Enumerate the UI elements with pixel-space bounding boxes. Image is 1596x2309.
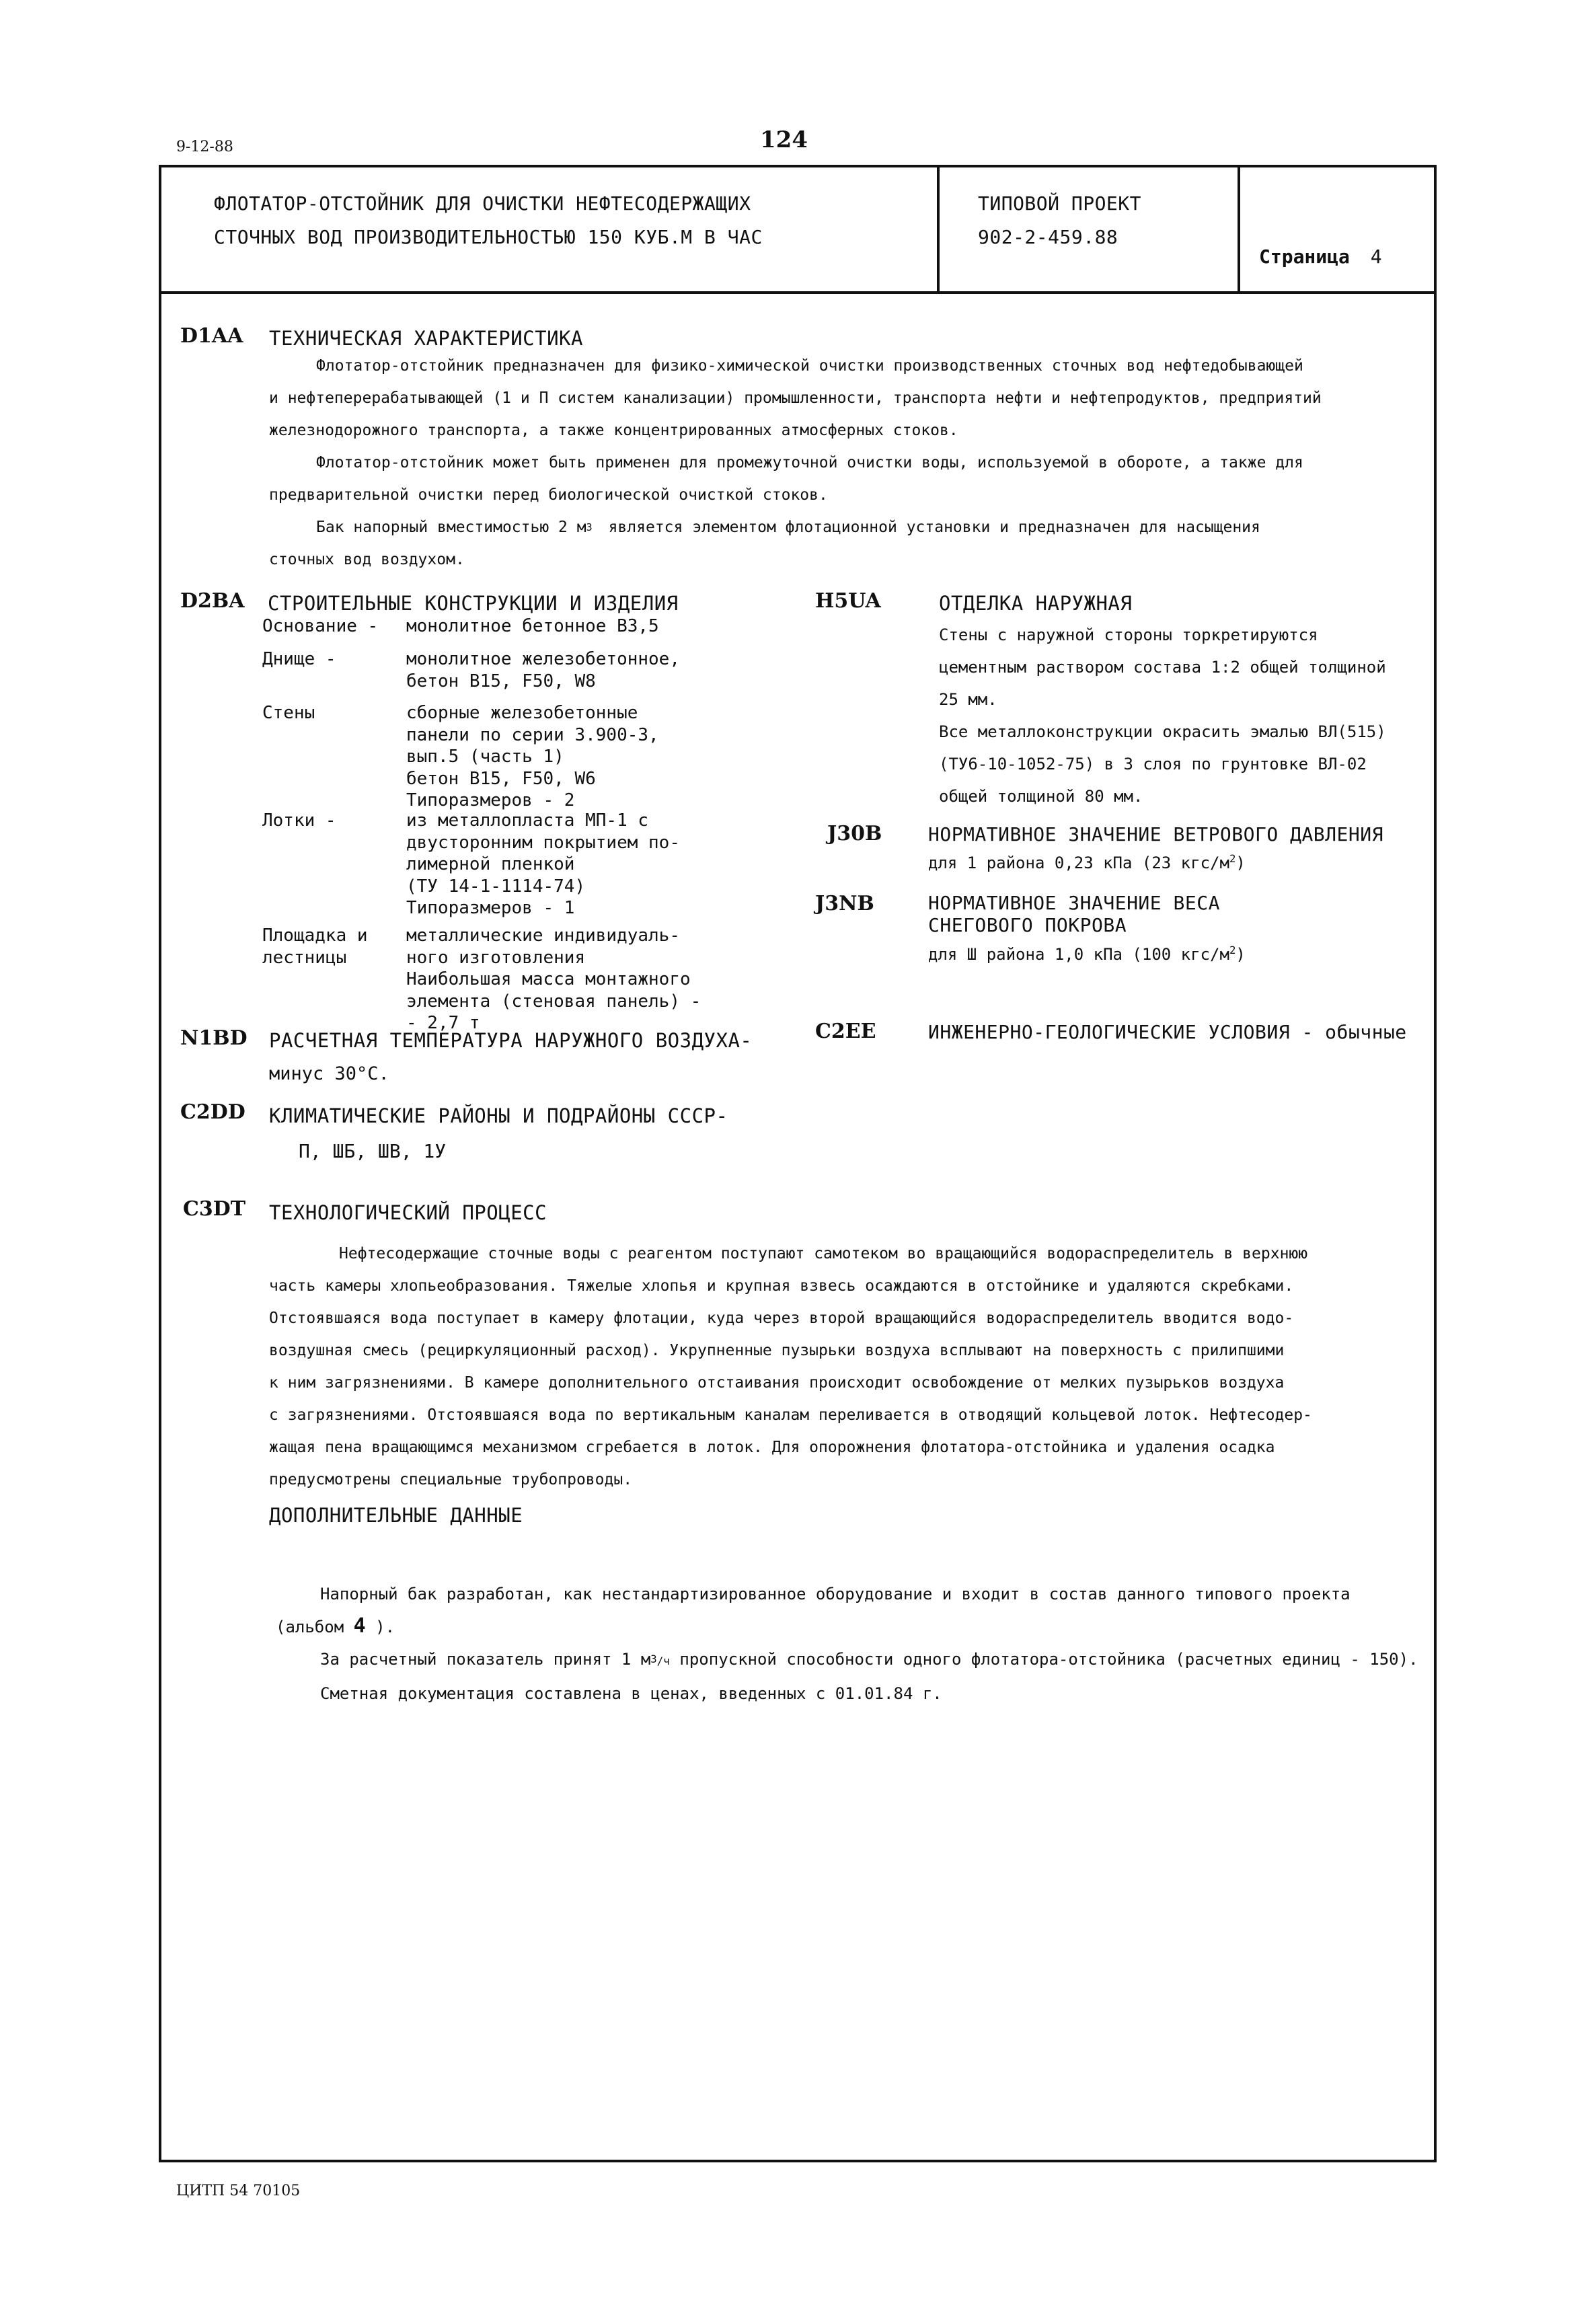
section-heading-design-temperature: РАСЧЕТНАЯ ТЕМПЕРАТУРА НАРУЖНОГО ВОЗДУХА-: [269, 1029, 753, 1052]
value-line: - 2,7 т: [406, 1013, 480, 1033]
album-number: 4: [353, 1614, 366, 1638]
text-line: Все металлоконструкции окрасить эмалью ВЛ(515): [939, 722, 1386, 741]
text-fragment: является элементом флотационной установки и предназначен для насыщения: [608, 519, 1260, 536]
section-code-c3dt: C3DT: [183, 1197, 246, 1221]
section-code-j30b: J30B: [827, 822, 882, 845]
text-line: Напорный бак разработан, как нестандартизированное оборудование и входит в состав данного типового проекта: [320, 1585, 1351, 1603]
section-heading-exterior-finish: ОТДЕЛКА НАРУЖНАЯ: [939, 592, 1133, 615]
value-line: Типоразмеров - 1: [406, 898, 575, 918]
text-line: железнодорожного транспорта, а также концентрированных атмосферных стоков.: [269, 422, 958, 439]
text-line: воздушная смесь (рециркуляционный расход). Укрупненные пузырьки воздуха всплывают на поверхность с прилипшими: [269, 1342, 1285, 1359]
section-heading-process: ТЕХНОЛОГИЧЕСКИЙ ПРОЦЕСС: [269, 1201, 547, 1224]
process-text: [269, 1238, 1426, 1496]
text-line: Нефтесодержащие сточные воды с реагентом поступают самотеком во вращающийся водораспределитель в верхнюю: [339, 1245, 1308, 1262]
label-line: Площадка и: [262, 925, 368, 946]
superscript: 3: [586, 521, 593, 533]
structure-row-label: Днище -: [262, 649, 336, 669]
structure-row-label: [262, 925, 368, 969]
value-line: бетон В15, F50, W8: [406, 671, 596, 691]
project-number: 902-2-459.88: [978, 226, 1118, 248]
text-fragment: пропускной способности одного флотатора-отстойника (расчетных единиц - 150).: [679, 1650, 1418, 1669]
superscript: 3: [650, 1653, 657, 1665]
structure-row-value: [406, 810, 680, 919]
sheet-label-text: Страница: [1259, 245, 1350, 268]
value-line: монолитное железобетонное,: [406, 649, 680, 669]
value-line: (ТУ 14-1-1114-74): [406, 876, 586, 897]
section-heading-tech-specs: ТЕХНИЧЕСКАЯ ХАРАКТЕРИСТИКА: [269, 327, 583, 350]
text-line: цементным раствором состава 1:2 общей толщиной: [939, 658, 1386, 677]
text-line: (ТУ6-10-1052-75) в 3 слоя по грунтовке ВЛ-02: [939, 755, 1367, 773]
structure-row-value: [406, 648, 680, 692]
text-line: [320, 1643, 1430, 1677]
date-stamp: 9-12-88: [176, 139, 233, 155]
value-line: сборные железобетонные: [406, 703, 638, 723]
text-line: часть камеры хлопьеобразования. Тяжелые хлопья и крупная взвесь осаждаются в отстойнике и удаляются скребками.: [269, 1277, 1294, 1295]
section-heading-structures: СТРОИТЕЛЬНЫЕ КОНСТРУКЦИИ И ИЗДЕЛИЯ: [268, 592, 679, 615]
text-line: жащая пена вращающимся механизмом сгребается в лоток. Для опорожнения флотатора-отстойника и удаления осадка: [269, 1439, 1275, 1456]
text-fragment: для Ш района 1,0 кПа (100 кгс/м: [928, 945, 1229, 964]
section-code-c2ee: C2EE: [815, 1020, 876, 1043]
value-line: Наибольшая масса монтажного: [406, 969, 691, 989]
climate-zones-value: П, ШБ, ШВ, 1У: [299, 1140, 447, 1162]
section-heading-wind-pressure: НОРМАТИВНОЕ ЗНАЧЕНИЕ ВЕТРОВОГО ДАВЛЕНИЯ: [928, 823, 1383, 845]
text-line: [269, 511, 1426, 543]
structure-row-value: [406, 925, 701, 1034]
section-heading-additional: ДОПОЛНИТЕЛЬНЫЕ ДАННЫЕ: [269, 1504, 523, 1527]
section-heading-snow-load: [928, 892, 1220, 936]
text-line: Флотатор-отстойник может быть применен для промежуточной очистки воды, используемой в обороте, а также для: [316, 454, 1303, 471]
value-line: металлические индивидуаль-: [406, 925, 680, 946]
text-line: 25 мм.: [939, 690, 997, 709]
section-code-d1aa: D1AA: [180, 324, 243, 348]
text-line: и нефтеперерабатывающей (1 и П систем канализации) промышленности, транспорта нефти и нефтепродуктов, предприятий: [269, 389, 1322, 407]
text-fragment: для 1 района 0,23 кПа (23 кгс/м: [928, 854, 1229, 872]
additional-text: [276, 1578, 1430, 1710]
sheet-number: 4: [1370, 245, 1382, 268]
value-line: Типоразмеров - 2: [406, 790, 575, 810]
wind-pressure-value: [928, 853, 1246, 873]
heading-line: СНЕГОВОГО ПОКРОВА: [928, 914, 1127, 936]
value-line: двусторонним покрытием по-: [406, 832, 680, 853]
section-heading-climate-zones: КЛИМАТИЧЕСКИЕ РАЙОНЫ И ПОДРАЙОНЫ СССР-: [269, 1104, 728, 1127]
text-line: Стены с наружной стороны торкретируются: [939, 626, 1318, 644]
section-heading-geology: ИНЖЕНЕРНО-ГЕОЛОГИЧЕСКИЕ УСЛОВИЯ - обычные: [928, 1021, 1407, 1043]
project-label: ТИПОВОЙ ПРОЕКТ: [978, 192, 1142, 215]
value-line: ного изготовления: [406, 947, 586, 968]
text-line: [276, 1610, 1430, 1643]
value-line: вып.5 (часть 1): [406, 747, 564, 767]
text-line: Флотатор-отстойник предназначен для физико-химической очистки производственных сточных вод нефтедобывающей: [316, 357, 1303, 375]
heading-line: НОРМАТИВНОЕ ЗНАЧЕНИЕ ВЕСА: [928, 892, 1220, 914]
document-title-line1: ФЛОТАТОР-ОТСТОЙНИК ДЛЯ ОЧИСТКИ НЕФТЕСОДЕРЖАЩИХ: [214, 192, 751, 215]
text-fragment: (альбом: [276, 1618, 344, 1636]
value-line: из металлопласта МП-1 с: [406, 810, 649, 831]
text-line: общей толщиной 80 мм.: [939, 787, 1143, 806]
title-block-divider-v1: [937, 165, 940, 293]
label-line: лестницы: [262, 947, 347, 968]
design-temperature-value: минус 30°С.: [269, 1063, 389, 1084]
tech-specs-text: [269, 350, 1426, 576]
value-line: лимерной пленкой: [406, 854, 575, 874]
structure-row-label: Стены: [262, 703, 315, 723]
superscript: 2: [1229, 944, 1236, 956]
section-code-h5ua: H5UA: [815, 589, 881, 613]
superscript: 2: [1229, 853, 1236, 865]
structure-row-value: монолитное бетонное В3,5: [406, 616, 659, 636]
title-block-divider: [159, 291, 1437, 294]
section-code-j3nb: J3NB: [815, 892, 874, 915]
snow-load-value: [928, 944, 1246, 964]
value-line: бетон В15, F50, W6: [406, 768, 596, 789]
section-code-c2dd: C2DD: [180, 1100, 245, 1124]
section-code-d2ba: D2BA: [180, 589, 245, 613]
subscript: /ч: [656, 1655, 670, 1667]
text-line: предусмотрены специальные трубопроводы.: [269, 1471, 633, 1488]
print-stamp: ЦИТП 54 70105: [176, 2183, 301, 2199]
sheet-label: [1259, 245, 1382, 268]
section-code-n1bd: N1BD: [180, 1026, 248, 1050]
structure-row-label: Основание -: [262, 616, 379, 636]
text-fragment: ): [1236, 854, 1246, 872]
structure-row-label: Лотки -: [262, 810, 336, 831]
text-fragment: За расчетный показатель принят 1 м: [320, 1650, 651, 1669]
text-line: сточных вод воздухом.: [269, 551, 465, 568]
text-line: Сметная документация составлена в ценах, введенных с 01.01.84 г.: [320, 1684, 942, 1703]
text-line: к ним загрязнениями. В камере дополнительного отстаивания происходит освобождение от мелких пузырьков воздуха: [269, 1374, 1285, 1392]
text-line: предварительной очистки перед биологической очисткой стоков.: [269, 486, 828, 504]
text-fragment: ): [1236, 945, 1246, 964]
title-block-divider-v2: [1238, 165, 1240, 293]
value-line: элемента (стеновая панель) -: [406, 991, 701, 1012]
value-line: панели по серии 3.900-3,: [406, 724, 659, 745]
structure-row-value: [406, 702, 659, 812]
document-title-line2: СТОЧНЫХ ВОД ПРОИЗВОДИТЕЛЬНОСТЬЮ 150 КУБ.М В ЧАС: [214, 226, 763, 248]
text-line: Отстоявшаяся вода поступает в камеру флотации, куда через второй вращающийся водораспределитель вводится водо-: [269, 1310, 1294, 1327]
page-number: 124: [760, 126, 808, 153]
text-fragment: Бак напорный вместимостью 2 м: [316, 519, 586, 536]
text-fragment: ).: [375, 1618, 395, 1636]
exterior-finish-text: [939, 619, 1386, 812]
text-line: с загрязнениями. Отстоявшаяся вода по вертикальным каналам переливается в отводящий кольцевой лоток. Нефтесодер-: [269, 1406, 1312, 1424]
